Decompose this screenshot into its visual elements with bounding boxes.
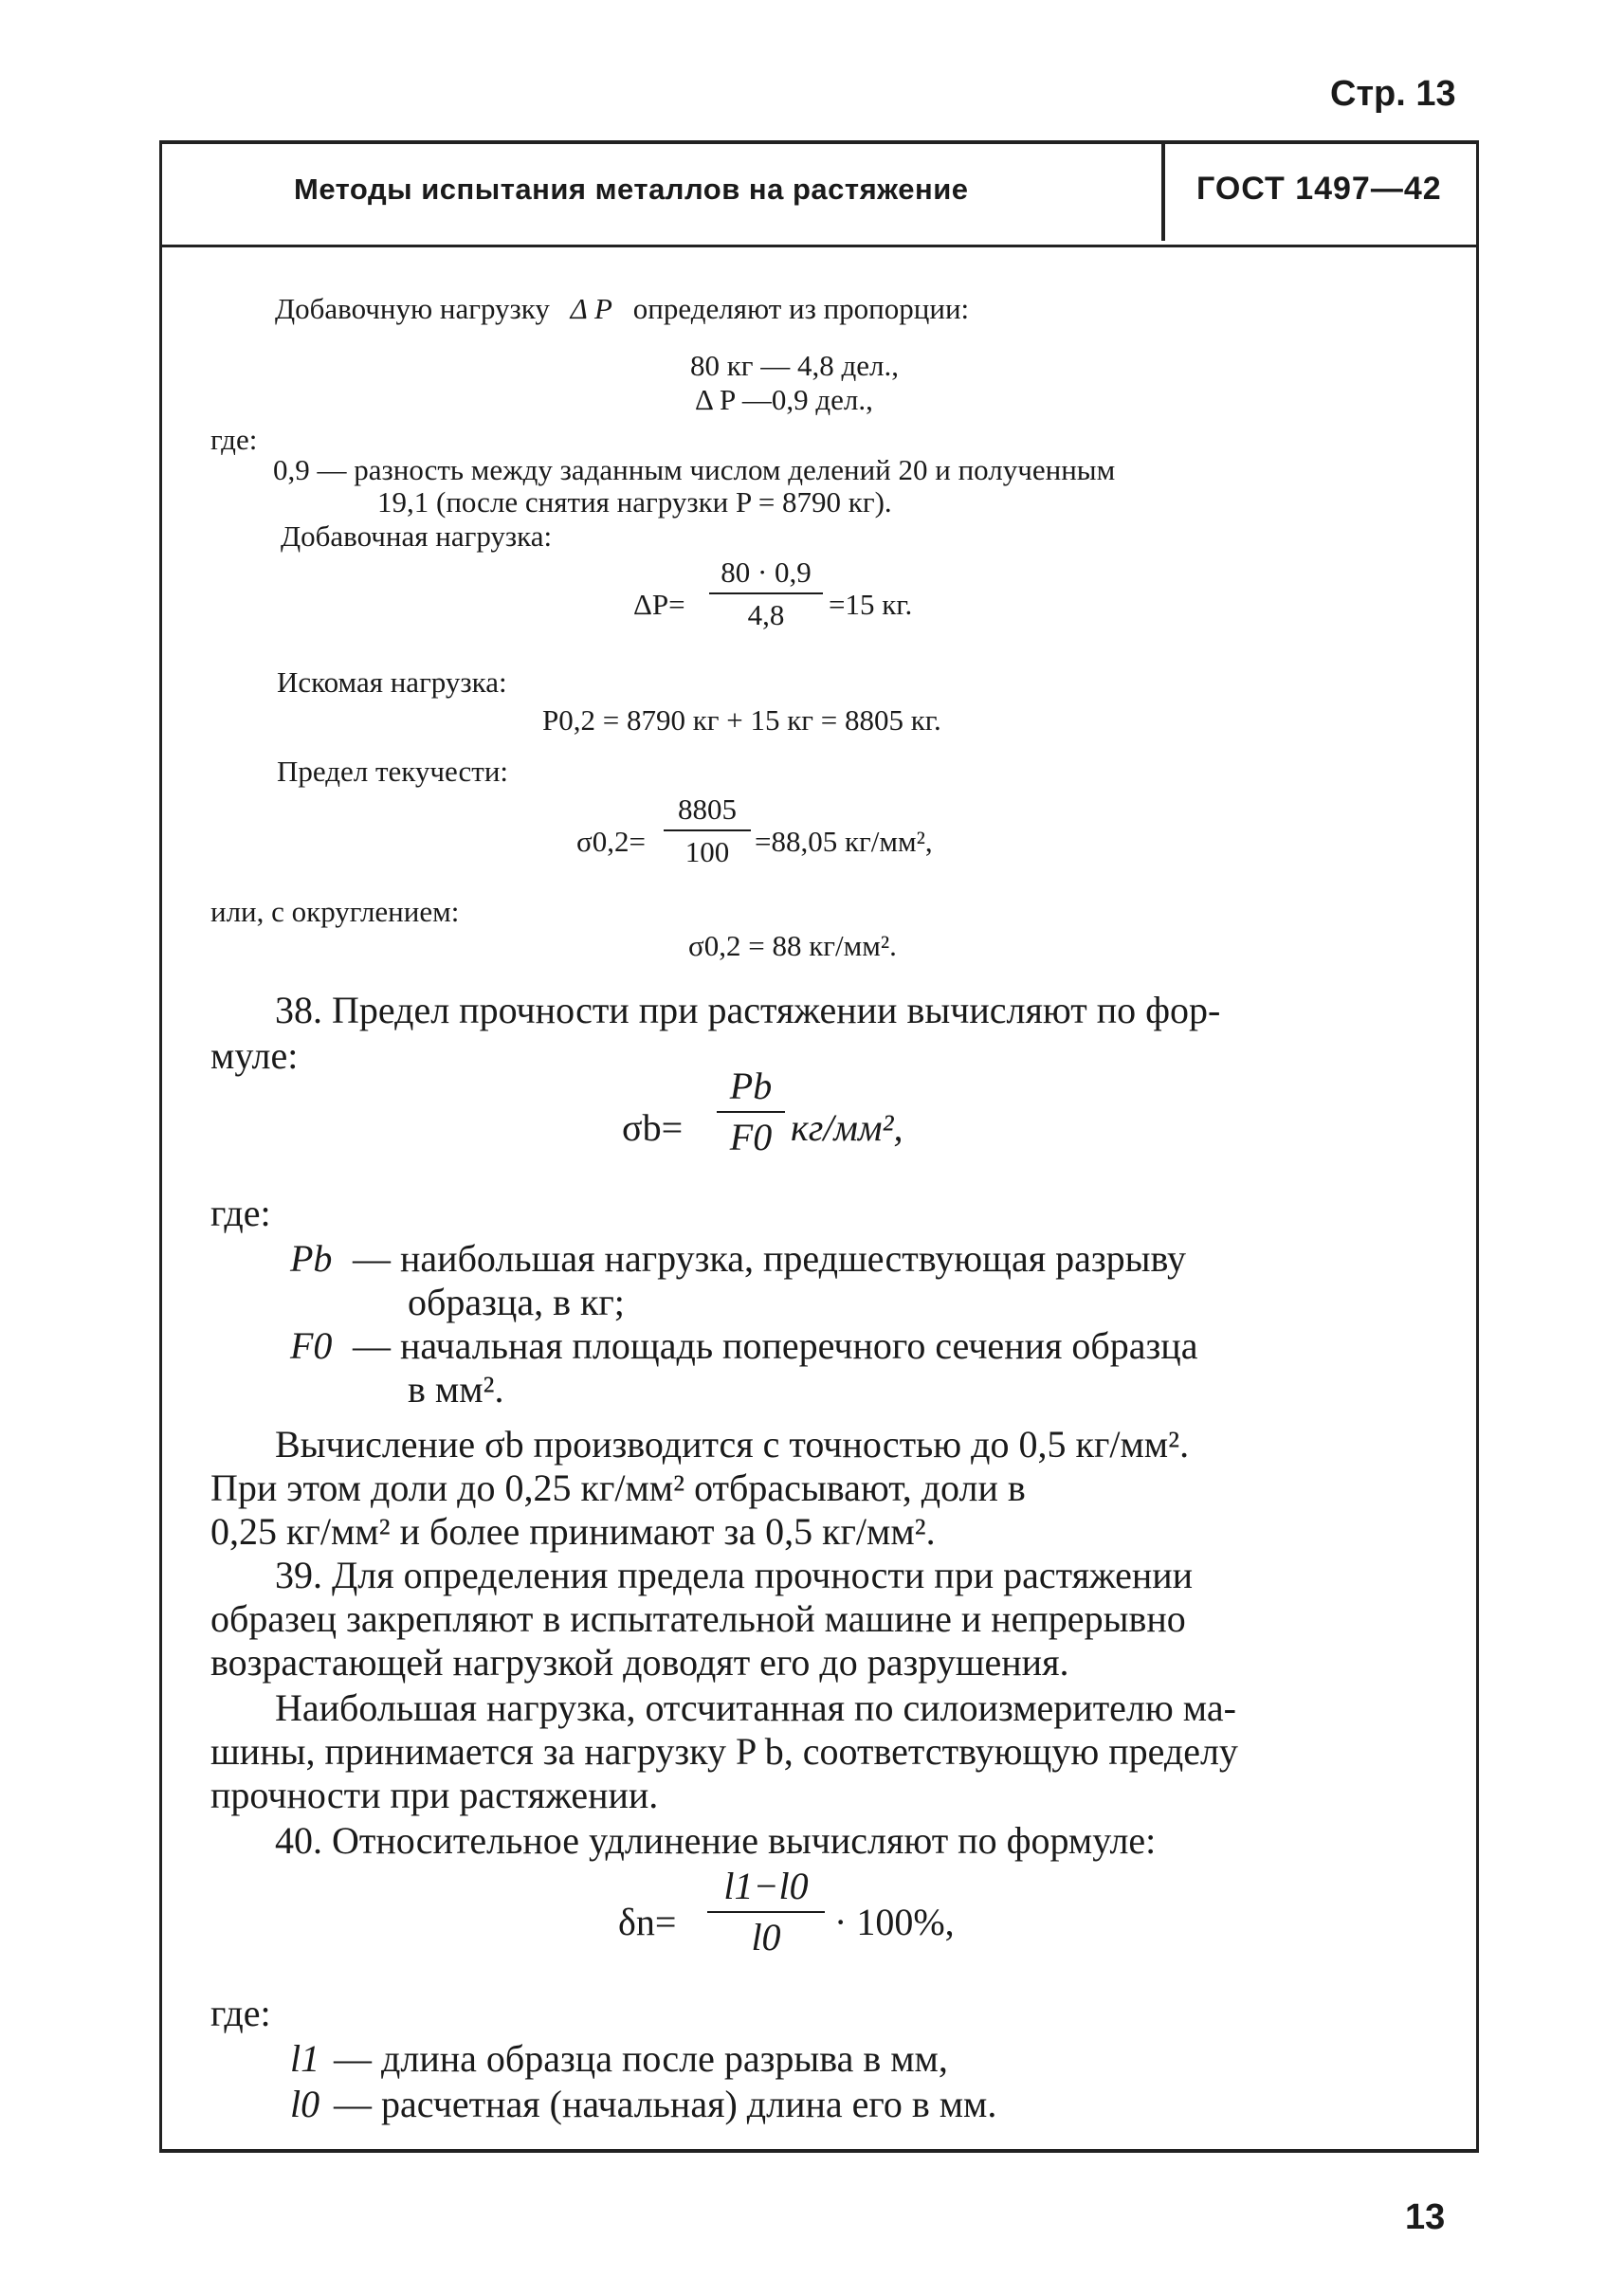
p39-line-2: образец закрепляют в испытательной машине и непрерывно [210, 1597, 1186, 1640]
where-label-2: где: [210, 1192, 271, 1234]
def-l1-text: — длина образца после разрыва в мм, [334, 2037, 948, 2080]
delta-rhs: · 100%, [834, 1901, 955, 1943]
sigmab-denominator: F0 [729, 1116, 773, 1158]
def-f0-text-2: в мм². [408, 1368, 504, 1411]
standard-number: ГОСТ 1497—42 [1196, 171, 1442, 207]
calc-line-3: 0,25 кг/мм² и более принимают за 0,5 кг/мм². [210, 1510, 936, 1553]
p39b-line-1: Наибольшая нагрузка, отсчитанная по силоизмерителю ма- [275, 1686, 1236, 1729]
sigma02-numerator: 8805 [678, 792, 737, 826]
p02-formula: P0,2 = 8790 кг + 15 кг = 8805 кг. [542, 703, 941, 737]
def-f0-text: — начальная площадь поперечного сечения образца [353, 1324, 1198, 1367]
sigmab-rhs: кг/мм², [791, 1106, 903, 1149]
calc-line-1: Вычисление σb производится с точностью до 0,5 кг/мм². [275, 1423, 1190, 1466]
delta-lhs: δn= [618, 1901, 677, 1943]
extra-load-label: Добавочная нагрузка: [281, 519, 553, 553]
def-pb-symbol: Pb [290, 1237, 333, 1280]
dp-fraction [709, 557, 823, 629]
delta-numerator: l1−l0 [723, 1865, 809, 1907]
p38-line-2: муле: [210, 1034, 299, 1077]
def-l0-text: — расчетная (начальная) длина его в мм. [334, 2083, 997, 2125]
dp-fraction-bar [709, 592, 823, 594]
sigma02-denominator: 100 [684, 835, 730, 868]
def-l1-symbol: l1 [290, 2037, 320, 2080]
sigma02-rounded: σ0,2 = 88 кг/мм². [688, 929, 897, 962]
where-label-3: где: [210, 1992, 271, 2034]
p39b-line-3: прочности при растяжении. [210, 1774, 659, 1816]
def-f0-symbol: F0 [290, 1324, 333, 1367]
header-rule [159, 245, 1479, 247]
def-l0-symbol: l0 [290, 2083, 320, 2125]
delta-p-symbol: Δ P [570, 292, 612, 325]
yield-label: Предел текучести: [277, 755, 509, 788]
sigma02-fraction-bar [664, 829, 751, 831]
dp-numerator: 80 · 0,9 [721, 556, 812, 589]
document-title: Методы испытания металлов на растяжение [294, 173, 969, 206]
sigma02-rhs: =88,05 кг/мм², [755, 825, 933, 858]
sought-load-label: Искомая нагрузка: [277, 665, 507, 699]
dp-lhs: ΔP= [633, 588, 685, 621]
where-label-1: где: [210, 423, 258, 456]
delta-fraction [707, 1867, 825, 1957]
proportion-1: 80 кг — 4,8 дел., [690, 349, 900, 382]
p39-line-3: возрастающей нагрузкой доводят его до разрушения. [210, 1641, 1069, 1684]
page-number: 13 [1405, 2197, 1446, 2237]
def-pb-text-2: образца, в кг; [408, 1281, 625, 1323]
delta-denominator: l0 [751, 1916, 781, 1958]
explain-line-2: 19,1 (после снятия нагрузки P = 8790 кг). [377, 485, 892, 519]
sigmab-lhs: σb= [622, 1106, 684, 1149]
p39b-line-2: шины, принимается за нагрузку P b, соответствующую пределу [210, 1730, 1238, 1773]
sigma02-lhs: σ0,2= [576, 825, 646, 858]
page-label: Стр. 13 [1330, 74, 1456, 114]
intro-rest: определяют из пропорции: [632, 292, 970, 325]
p38-line-1: 38. Предел прочности при растяжении вычисляют по фор- [275, 989, 1221, 1031]
intro-text: Добавочную нагрузку [275, 292, 550, 325]
p39-line-1: 39. Для определения предела прочности при растяжении [275, 1554, 1194, 1596]
sigmab-fraction [717, 1067, 785, 1157]
dp-rhs: =15 кг. [829, 588, 913, 621]
explain-line-1: 0,9 — разность между заданным числом делений 20 и полученным [273, 453, 1116, 486]
intro-line [275, 292, 969, 326]
sigmab-numerator: Pb [729, 1065, 773, 1107]
p40-line: 40. Относительное удлинение вычисляют по формуле: [275, 1819, 1157, 1862]
proportion-2: Δ P —0,9 дел., [695, 383, 873, 416]
header-separator [1161, 144, 1165, 241]
def-pb-text: — наибольшая нагрузка, предшествующая разрыву [353, 1237, 1187, 1280]
delta-fraction-bar [707, 1911, 825, 1913]
calc-line-2: При этом доли до 0,25 кг/мм² отбрасывают, доли в [210, 1466, 1026, 1509]
dp-denominator: 4,8 [747, 598, 785, 631]
sigmab-fraction-bar [717, 1111, 785, 1113]
sigma02-fraction [664, 794, 751, 866]
rounding-label: или, с округлением: [210, 895, 460, 928]
